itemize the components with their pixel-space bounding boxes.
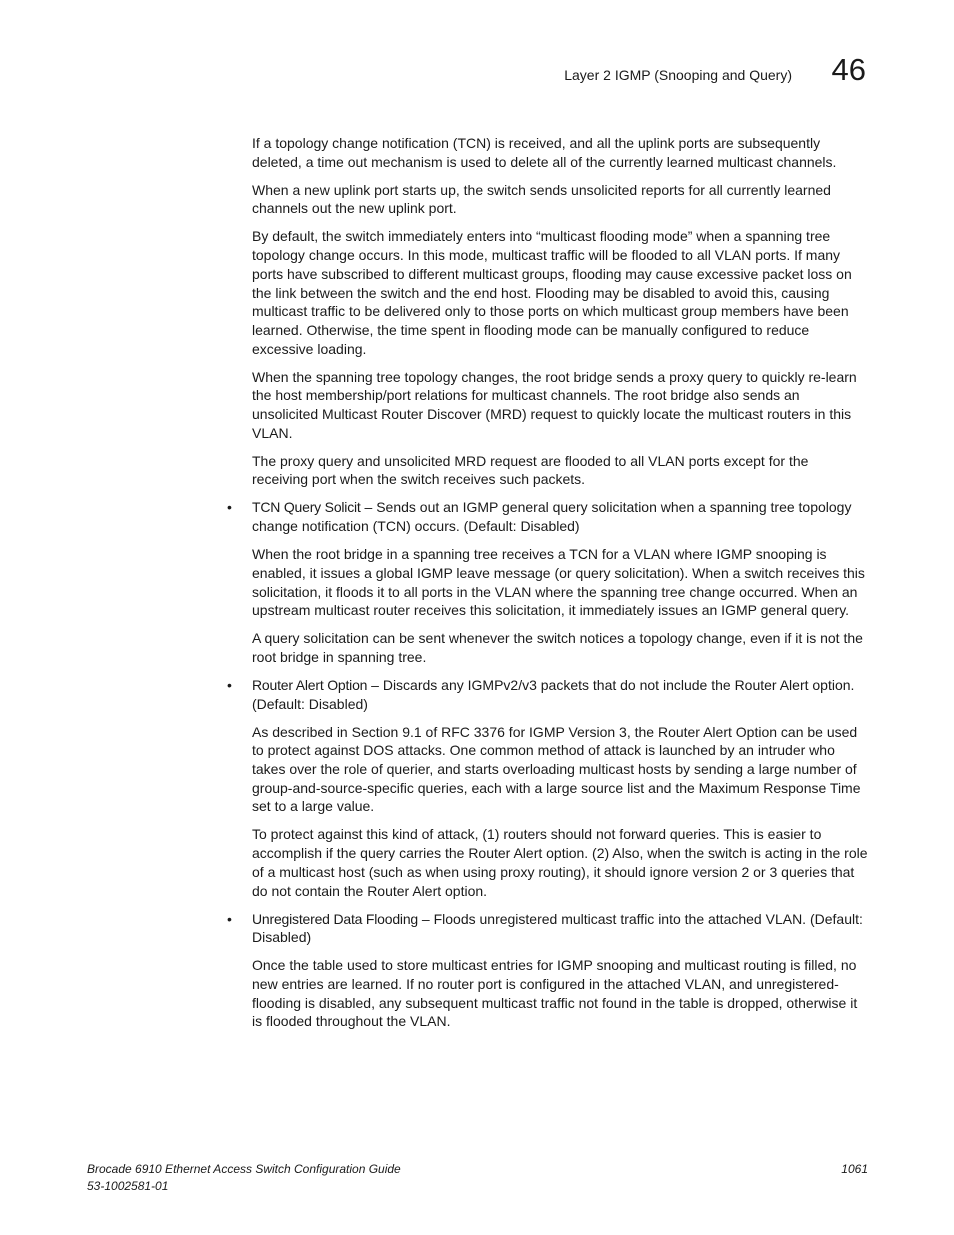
running-header-title: Layer 2 IGMP (Snooping and Query)	[564, 67, 792, 83]
paragraph: The proxy query and unsolicited MRD request are flooded to all VLAN ports except for the receiving port when the switch receives such packets.	[252, 452, 809, 488]
bullet-term: Router Alert Option	[252, 676, 368, 693]
footer-page-number: 1061	[841, 1162, 868, 1176]
bullet-item-tcn-query-solicit	[227, 498, 868, 535]
footer-doc-number: 53-1002581-01	[87, 1179, 169, 1193]
bullet-icon: •	[227, 499, 232, 516]
paragraph: When the root bridge in a spanning tree receives a TCN for a VLAN where IGMP snooping is enabled, it issues a global IGMP leave message (or query solicitation). When a switch receives this solicitation, it floods it to all ports in the VLAN where the spanning tree change occurred. When an upstream multicast router receives this solicitation, it immediately issues an IGMP general query.	[252, 546, 865, 619]
paragraph: To protect against this kind of attack, (1) routers should not forward queries. This is easier to accomplish if the query carries the Router Alert option. (2) Also, when the switch is acting in the role of a multicast host (such as when using proxy routing), it should ignore version 2 or 3 queries that do not contain the Router Alert option.	[252, 826, 868, 899]
paragraph: By default, the switch immediately enters into “multicast flooding mode” when a spanning tree topology change occurs. In this mode, multicast traffic will be flooded to all VLAN ports. If many ports have subscribed to different multicast groups, flooding may cause excessive packet loss on the link between the switch and the end host. Flooding may be disabled to avoid this, causing multicast traffic to be delivered only to those ports on which multicast group members have been learned. Otherwise, the time spent in flooding mode can be manually configured to reduce excessive loading.	[252, 228, 852, 357]
body-content	[227, 134, 868, 1040]
bullet-term: TCN Query Solicit	[252, 499, 361, 516]
bullet-icon: •	[227, 676, 232, 693]
footer-doc-title: Brocade 6910 Ethernet Access Switch Configuration Guide	[87, 1162, 401, 1176]
bullet-term: Unregistered Data Flooding	[252, 910, 419, 927]
bullet-text: – Discards any IGMPv2/v3 packets that do not include the Router Alert option. (Default: Disabled)	[252, 676, 855, 712]
bullet-icon: •	[227, 910, 232, 927]
paragraph: As described in Section 9.1 of RFC 3376 for IGMP Version 3, the Router Alert Option can be used to protect against DOS attacks. One common method of attack is launched by an intruder who takes over the role of querier, and starts overloading multicast hosts by sending a large number of group-and-source-specific queries, each with a large source list and the Maximum Response Time set to a large value.	[252, 723, 861, 815]
paragraph: When a new uplink port starts up, the switch sends unsolicited reports for all currently learned channels out the new uplink port.	[252, 181, 831, 217]
bullet-item-router-alert-option	[227, 676, 868, 713]
paragraph: A query solicitation can be sent whenever the switch notices a topology change, even if it is not the root bridge in spanning tree.	[252, 630, 863, 665]
bullet-text: – Sends out an IGMP general query solicitation when a spanning tree topology change notification (TCN) occurs. (Default: Disabled)	[252, 499, 852, 535]
paragraph: When the spanning tree topology changes, the root bridge sends a proxy query to quickly re-learn the host membership/port relations for multicast channels. The root bridge also sends an unsolicited Multicast Router Discover (MRD) request to quickly locate the multicast routers in this VLAN.	[252, 368, 857, 441]
chapter-number: 46	[831, 52, 866, 87]
bullet-text: – Floods unregistered multicast traffic into the attached VLAN. (Default: Disabled)	[252, 910, 863, 946]
bullet-item-unregistered-data-flooding	[227, 910, 868, 947]
footer-document-info	[87, 1161, 401, 1195]
paragraph: If a topology change notification (TCN) is received, and all the uplink ports are subsequently deleted, a time out mechanism is used to delete all of the currently learned multicast channels.	[252, 135, 837, 170]
paragraph: Once the table used to store multicast entries for IGMP snooping and multicast routing is filled, no new entries are learned. If no router port is configured in the attached VLAN, and unregistered-flooding is disabled, any subsequent multicast traffic not found in the table is dropped, otherwise it is flooded throughout the VLAN.	[252, 957, 858, 1030]
